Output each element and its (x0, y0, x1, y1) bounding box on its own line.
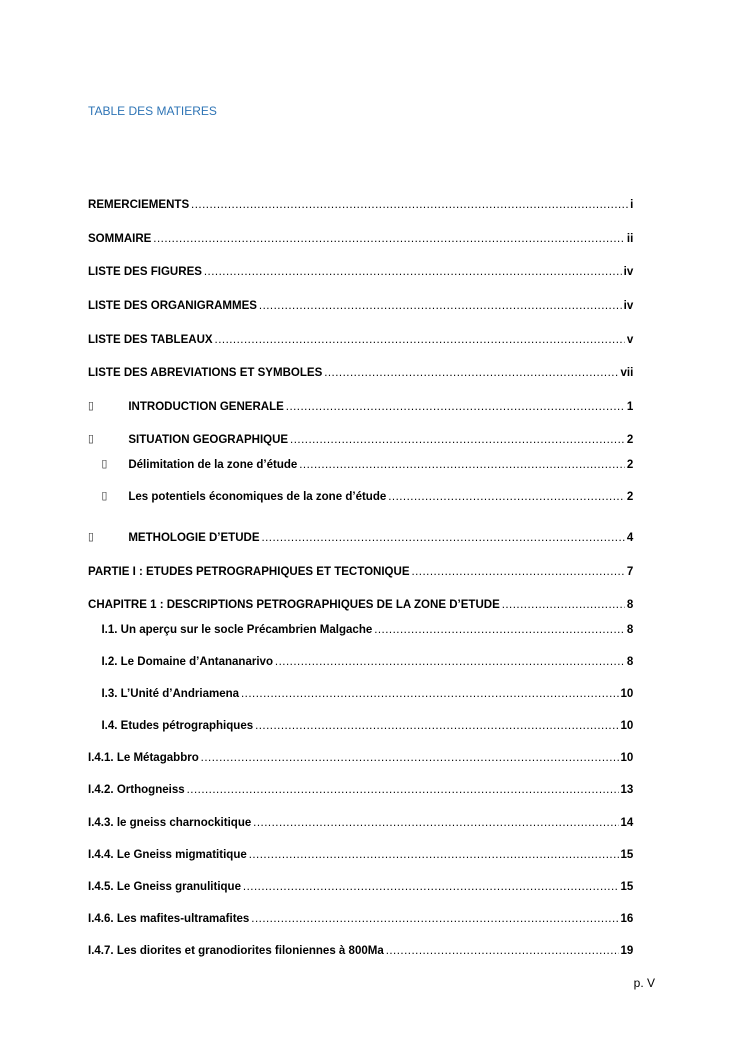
toc-entry-label: I.4.6. Les mafites-ultramafites (88, 911, 250, 925)
bullet-icon: ▯ (101, 490, 108, 502)
dot-leader (411, 563, 624, 579)
toc-entry[interactable] (88, 398, 633, 414)
toc-entry-page: 2 (626, 489, 634, 503)
toc-entry[interactable] (88, 456, 633, 472)
toc-entry[interactable] (88, 331, 633, 347)
toc-entry-label: I.4. Etudes pétrographiques (101, 718, 254, 732)
dot-leader (374, 621, 625, 637)
toc-entry-page: ii (626, 231, 634, 245)
dot-leader (275, 653, 625, 669)
toc-entry-page: 13 (620, 782, 634, 796)
toc-entry-page: vii (620, 365, 634, 379)
toc-entry[interactable] (88, 910, 633, 926)
toc-entry-page: iv (623, 298, 634, 312)
dot-leader (286, 398, 625, 414)
toc-entry-label: Délimitation de la zone d’étude (128, 457, 298, 471)
toc-entry[interactable] (88, 230, 633, 246)
toc-entry-page: 10 (620, 686, 634, 700)
toc-entry[interactable] (88, 653, 633, 669)
toc-entry-label: LISTE DES ABREVIATIONS ET SYMBOLES (88, 365, 323, 379)
toc-entry[interactable] (88, 596, 633, 612)
toc-entry[interactable] (88, 621, 633, 637)
bullet-icon: ▯ (88, 400, 94, 412)
toc-entry-page: 10 (620, 718, 634, 732)
toc-entry[interactable] (88, 263, 633, 279)
toc-entry-page: i (630, 197, 634, 211)
toc-entry[interactable] (88, 749, 633, 765)
toc-entry-label: LISTE DES TABLEAUX (88, 332, 213, 346)
toc-entry-page: 14 (620, 815, 634, 829)
dot-leader (388, 488, 625, 504)
toc-entry-label: I.4.5. Le Gneiss granulitique (88, 879, 241, 893)
toc-entry-label: I.4.1. Le Métagabbro (88, 750, 199, 764)
toc-entry-page: 8 (626, 622, 634, 636)
dot-leader (253, 814, 618, 830)
toc-entry-page: 10 (620, 750, 634, 764)
toc-entry-page: v (626, 332, 634, 346)
toc-entry[interactable] (88, 846, 633, 862)
bullet-icon: ▯ (88, 433, 94, 445)
toc-entry-page: 8 (626, 654, 634, 668)
dot-leader (261, 529, 624, 545)
dot-leader (502, 596, 625, 612)
toc-entry[interactable] (88, 563, 633, 579)
toc-entry[interactable] (88, 685, 633, 701)
toc-title: TABLE DES MATIERES (88, 104, 217, 118)
bullet-icon: ▯ (101, 458, 108, 470)
toc-entry[interactable] (88, 529, 633, 545)
toc-entry-label: I.4.2. Orthogneiss (88, 782, 185, 796)
dot-leader (241, 685, 619, 701)
toc-entry[interactable] (88, 196, 633, 212)
page-number-footer: p. V (633, 976, 655, 990)
toc-entry-label: METHOLOGIE D’ETUDE (128, 530, 260, 544)
bullet-icon: ▯ (88, 531, 94, 543)
dot-leader (191, 196, 628, 212)
toc-entry-page: 19 (620, 943, 634, 957)
toc-entry-page: 2 (626, 432, 634, 446)
toc-entry-label: SOMMAIRE (88, 231, 152, 245)
dot-leader (187, 781, 619, 797)
dot-leader (255, 717, 618, 733)
dot-leader (215, 331, 625, 347)
toc-entry-label: LISTE DES ORGANIGRAMMES (88, 298, 257, 312)
toc-entry-page: 16 (620, 911, 634, 925)
dot-leader (324, 364, 618, 380)
dot-leader (290, 431, 625, 447)
toc-entry-label: I.4.3. le gneiss charnockitique (88, 815, 252, 829)
toc-entry-label: I.4.7. Les diorites et granodiorites filoniennes à 800Ma (88, 943, 384, 957)
dot-leader (243, 878, 619, 894)
toc-entry-page: 4 (626, 530, 634, 544)
toc-entry-page: 15 (620, 847, 634, 861)
toc-entry-label: I.4.4. Le Gneiss migmatitique (88, 847, 247, 861)
toc-entry-label: I.3. L’Unité d’Andriamena (101, 686, 240, 700)
toc-entry-page: iv (623, 264, 634, 278)
toc-entry-label: I.2. Le Domaine d’Antananarivo (101, 654, 274, 668)
toc-entry-page: 1 (626, 399, 634, 413)
dot-leader (251, 910, 618, 926)
toc-entry-label: PARTIE I : ETUDES PETROGRAPHIQUES ET TECTONIQUE (88, 564, 410, 578)
toc-entry-label: Les potentiels économiques de la zone d’étude (128, 489, 387, 503)
toc-entry-label: LISTE DES FIGURES (88, 264, 202, 278)
toc-entry[interactable] (88, 297, 633, 313)
toc-entry[interactable] (88, 814, 633, 830)
toc-entry[interactable] (88, 878, 633, 894)
toc-entry-label: REMERCIEMENTS (88, 197, 190, 211)
toc-entry[interactable] (88, 781, 633, 797)
dot-leader (249, 846, 619, 862)
toc-entry-label: I.1. Un aperçu sur le socle Précambrien Malgache (101, 622, 373, 636)
dot-leader (386, 942, 619, 958)
dot-leader (201, 749, 619, 765)
dot-leader (153, 230, 625, 246)
toc-entry-page: 7 (626, 564, 634, 578)
toc-entry-page: 8 (626, 597, 634, 611)
toc-entry[interactable] (88, 942, 633, 958)
toc-entry[interactable] (88, 364, 633, 380)
dot-leader (204, 263, 622, 279)
toc-entry-page: 15 (620, 879, 634, 893)
toc-entry[interactable] (88, 488, 633, 504)
dot-leader (259, 297, 622, 313)
toc-entry-label: INTRODUCTION GENERALE (128, 399, 284, 413)
toc-entry[interactable] (88, 717, 633, 733)
toc-entry-label: CHAPITRE 1 : DESCRIPTIONS PETROGRAPHIQUES DE LA ZONE D’ETUDE (88, 597, 500, 611)
dot-leader (299, 456, 625, 472)
toc-entry[interactable] (88, 431, 633, 447)
toc-entry-page: 2 (626, 457, 634, 471)
toc-entry-label: SITUATION GEOGRAPHIQUE (128, 432, 289, 446)
